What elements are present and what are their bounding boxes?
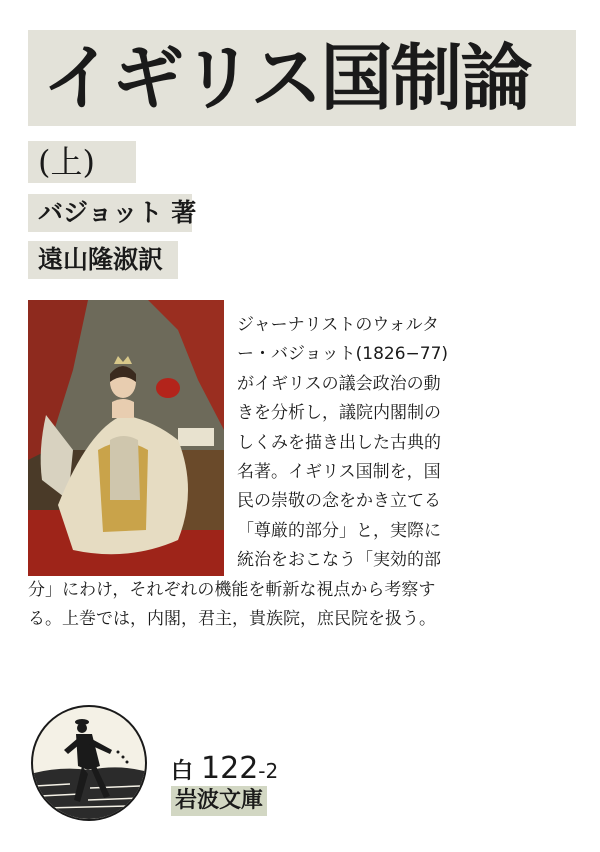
description-line: 統治をおこなう「実効的部 [237, 550, 441, 571]
description-text [28, 311, 450, 634]
volume-label: (上) [38, 143, 95, 181]
description-line: がイギリスの議会政治の動 [237, 373, 441, 394]
series-suffix: -2 [258, 759, 279, 783]
publisher-label: 岩波文庫 [171, 786, 267, 816]
description-line: しくみを描き出した古典的 [237, 432, 441, 453]
description-line: ー・バジョット(1826−77) [237, 344, 449, 365]
author-band [28, 194, 197, 232]
translator-band [28, 241, 178, 279]
book-title: イギリス国制論 [42, 35, 531, 120]
description-line: 名著。イギリス国制を，国 [237, 462, 441, 483]
series-number: 122 [201, 751, 259, 786]
author-name: バジョット 著 [38, 198, 197, 227]
translator-name: 遠山隆淑訳 [38, 245, 164, 274]
description-line: ジャーナリストのウォルタ [237, 315, 439, 335]
description-line: 民の崇敬の念をかき立てる [237, 491, 441, 512]
series-category: 白 [171, 759, 194, 784]
sower-emblem-icon [30, 704, 148, 822]
title-band [28, 30, 576, 126]
description-line: る。上巻では，内閣，君主，貴族院，庶民院を扱う。 [28, 609, 436, 630]
series-code [171, 752, 278, 790]
volume-band [28, 141, 136, 183]
description-line: 分」にわけ，それぞれの機能を斬新な視点から考察す [28, 579, 436, 600]
description-line: きを分析し，議院内閣制の [237, 403, 441, 424]
description-line: 「尊厳的部分」と，実際に [237, 520, 441, 541]
